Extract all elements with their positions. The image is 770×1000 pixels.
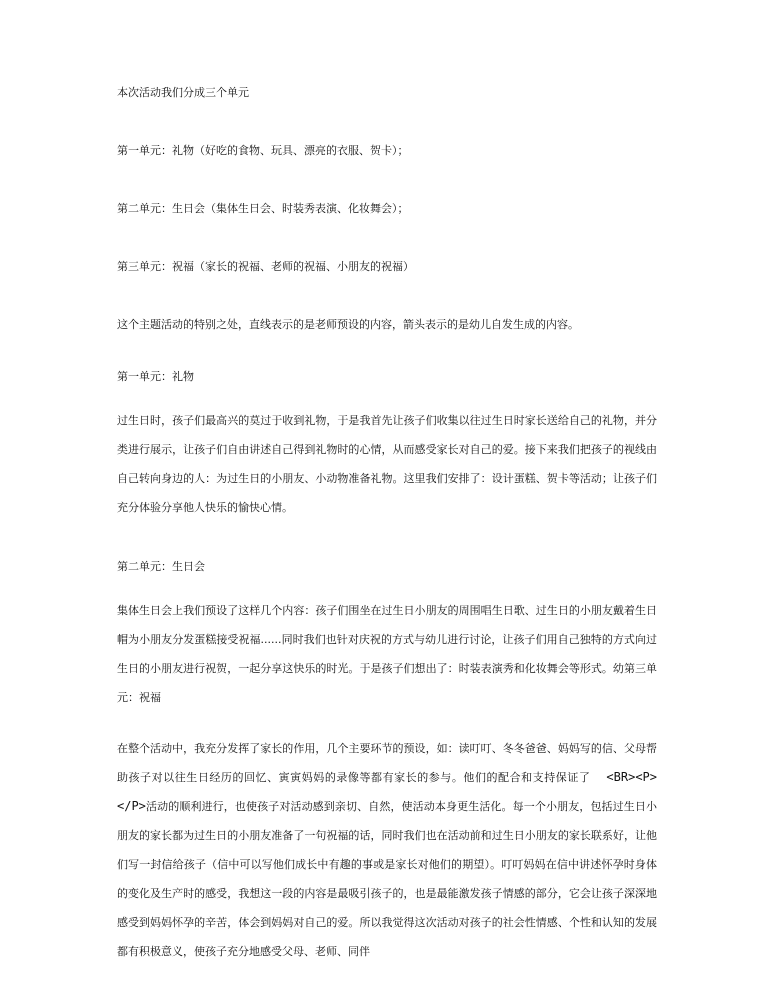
unit-3-line: 第三单元：祝福（家长的祝福、老师的祝福、小朋友的祝福） [117,260,414,273]
section-2-heading: 第二单元：生日会 [117,560,205,573]
document-page [117,86,657,966]
unit-2-line: 第二单元：生日会（集体生日会、时装秀表演、化妆舞会）； [117,202,409,215]
section-1-body: 过生日时，孩子们最高兴的莫过于收到礼物，于是我首先让孩子们收集以往过生日时家长送给自己的礼物，并分类进行展示，让孩子们自由讲述自己得到礼物时的心情，从而感受家长对自己的爱。接下来我们把孩子的视线由自己转向身边的人：为过生日的小朋友、小动物准备礼物。这里我们安排了：设计蛋糕、贺卡等活动；让孩子们充分体验分享他人快乐的愉快心情。 [117,414,657,514]
unit-1-line: 第一单元：礼物（好吃的食物、玩具、漂亮的衣服、贺卡）； [117,144,409,157]
section-3-body-after: 活动的顺利进行，也使孩子对活动感到亲切、自然，使活动本身更生活化。每一个小朋友，包括过生日小朋友的家长都为过生日的小朋友准备了一句祝福的话，同时我们也在活动前和过生日小朋友的家长联系好，让他们写一封信给孩子（信中可以写他们成长中有趣的事或是家长对他们的期望）。叮叮妈妈在信中讲述怀孕时身体的变化及生产时的感受，我想这一段的内容是最吸引孩子的，也是最能激发孩子情感的部分，它会让孩子深深地感受到妈妈怀孕的辛苦，体会到妈妈对自己的爱。所以我觉得这次活动对孩子的社会性情感、个性和认知的发展都有积极意义，使孩子充分地感受父母、老师、同伴 [117,800,657,958]
section-3-body [117,734,657,966]
intro-text: 本次活动我们分成三个单元 [117,86,249,99]
section-1-heading: 第一单元：礼物 [117,370,194,383]
section-3-body-before: 在整个活动中，我充分发挥了家长的作用，几个主要环节的预设，如：读叮叮、冬冬爸爸、妈妈写的信、父母帮助孩子对以往生日经历的回忆、寅寅妈妈的录像等都有家长的参与。他们的配合和支持保证了 [117,742,657,784]
html-tag-text: <BR><P></P> [117,770,657,813]
feature-note: 这个主题活动的特别之处，直线表示的是老师预设的内容，箭头表示的是幼儿自发生成的内容。 [117,318,579,331]
section-2-body: 集体生日会上我们预设了这样几个内容：孩子们围坐在过生日小朋友的周围唱生日歌、过生日的小朋友戴着生日帽为小朋友分发蛋糕接受祝福......同时我们也针对庆祝的方式与幼儿进行讨论，让孩子们用自己独特的方式向过生日的小朋友进行祝贺，一起分享这快乐的时光。于是孩子们想出了：时装表演秀和化妆舞会等形式。幼第三单元：祝福 [117,604,657,704]
